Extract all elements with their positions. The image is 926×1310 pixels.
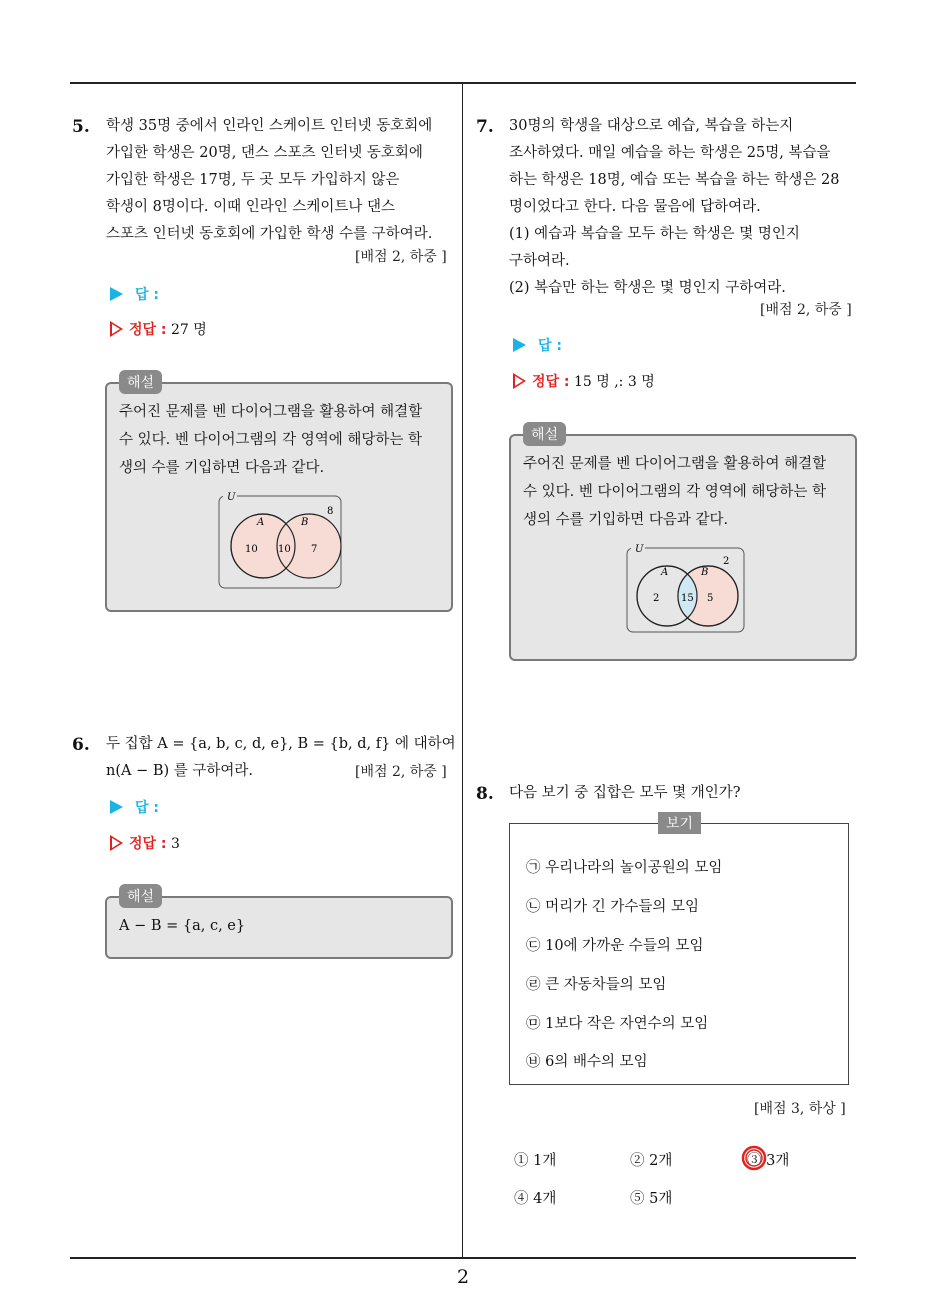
q6-line: 두 집합 A = {a, b, c, d, e}, B = {b, d, f} 에 대하여 <box>106 736 456 752</box>
top-rule <box>70 82 856 84</box>
q7-line: 조사하였다. 매일 예습을 하는 학생은 25명, 복습을 <box>509 145 831 161</box>
q6-explain-box <box>105 889 453 959</box>
venn-a-label: A <box>661 567 669 578</box>
q8-bogi-tag: 보기 <box>658 812 701 834</box>
q6-answer: 답 : <box>110 797 159 817</box>
venn-outside-value: 2 <box>723 556 730 567</box>
venn-only-a-value: 10 <box>245 544 258 555</box>
q8-bogi-item: ㉠ 우리나라의 놀이공원의 모임 <box>526 860 723 876</box>
q7-explain-line: 생의 수를 기입하면 다음과 같다. <box>523 512 729 528</box>
correct-arrow-icon <box>110 835 123 851</box>
q8-bogi-box <box>509 816 849 1085</box>
q6-explain-tag: 해설 <box>119 884 162 908</box>
q5-line: 학생이 8명이다. 이때 인라인 스케이트나 댄스 <box>106 199 396 215</box>
q5-line: 가입한 학생은 17명, 두 곳 모두 가입하지 않은 <box>106 172 400 188</box>
correct-arrow-icon <box>110 321 123 337</box>
q8-score: [배점 3, 하상 ] <box>754 1101 846 1117</box>
q7-line: 구하여라. <box>509 253 570 269</box>
choice-5[interactable]: ⑤ 5개 <box>630 1191 673 1207</box>
q7-correct-value: 15 명 ,: 3 명 <box>573 374 655 390</box>
correct-arrow-icon <box>513 373 526 389</box>
venn-outside-value: 8 <box>327 506 334 517</box>
q7-number: 7. <box>476 117 494 137</box>
q5-correct-value: 27 명 <box>170 322 207 338</box>
choice-1[interactable]: ① 1개 <box>514 1153 557 1169</box>
q7-line: 명이었다고 한다. 다음 물음에 답하여라. <box>509 199 761 215</box>
bottom-rule <box>70 1257 856 1259</box>
q5-explain-line: 주어진 문제를 벤 다이어그램을 활용하여 해결할 <box>119 404 423 420</box>
q7-line: 하는 학생은 18명, 예습 또는 복습을 하는 학생은 28 <box>509 172 840 188</box>
venn-only-a-value: 2 <box>653 593 660 604</box>
q7-correct: 정답 : 15 명 ,: 3 명 <box>513 371 655 391</box>
selected-answer-mark <box>739 1144 769 1172</box>
q7-explain-line: 수 있다. 벤 다이어그램의 각 영역에 해당하는 학 <box>523 484 827 500</box>
q6-score: [배점 2, 하중 ] <box>355 764 447 780</box>
venn-u-label: U <box>227 492 236 503</box>
q7-line: (2) 복습만 하는 학생은 몇 명인지 구하여라. <box>509 280 786 296</box>
q8-bogi-item: ㉤ 1보다 작은 자연수의 모임 <box>526 1016 709 1032</box>
column-divider <box>462 84 463 1259</box>
q7-line: 30명의 학생을 대상으로 예습, 복습을 하는지 <box>509 118 794 134</box>
q8-bogi-item: ㉥ 6의 배수의 모임 <box>526 1054 648 1070</box>
q5-line: 가입한 학생은 20명, 댄스 스포츠 인터넷 동호회에 <box>106 145 423 161</box>
q5-explain-tag: 해설 <box>119 370 162 394</box>
q7-text <box>509 113 840 302</box>
answer-arrow-icon <box>513 338 526 352</box>
q8-number: 8. <box>476 784 494 804</box>
q6-explain-line: A − B = {a, c, e} <box>119 918 246 934</box>
q7-answer: 답 : <box>513 335 562 355</box>
q5-answer: 답 : <box>110 284 159 304</box>
q7-explain-tag: 해설 <box>523 422 566 446</box>
choice-3[interactable]: ③ 3개 <box>747 1153 790 1169</box>
q5-number: 5. <box>72 117 90 137</box>
q8-bogi-item: ㉡ 머리가 긴 가수들의 모임 <box>526 899 700 915</box>
q6-number: 6. <box>72 735 90 755</box>
answer-arrow-icon <box>110 800 123 814</box>
q5-line: 학생 35명 중에서 인라인 스케이트 인터넷 동호회에 <box>106 118 433 134</box>
venn-b-label: B <box>701 567 709 578</box>
page-number: 2 <box>456 1266 470 1288</box>
q8-bogi-item: ㉣ 큰 자동차들의 모임 <box>526 977 667 993</box>
venn-both-value: 15 <box>681 593 694 604</box>
q7-explain-line: 주어진 문제를 벤 다이어그램을 활용하여 해결할 <box>523 456 827 472</box>
venn-only-b-value: 5 <box>707 593 714 604</box>
q5-explain-line: 수 있다. 벤 다이어그램의 각 영역에 해당하는 학 <box>119 432 423 448</box>
q7-explain-box <box>509 427 857 661</box>
q5-score: [배점 2, 하중 ] <box>355 249 447 265</box>
q6-line: n(A − B) 를 구하여라. <box>106 763 254 779</box>
q6-correct-value: 3 <box>170 836 180 852</box>
q5-correct: 정답 : 27 명 <box>110 319 207 339</box>
answer-arrow-icon <box>110 287 123 301</box>
q6-correct: 정답 : 3 <box>110 833 180 853</box>
q5-explain-box <box>105 375 453 612</box>
venn-a-label: A <box>257 517 265 528</box>
q8-bogi-item: ㉢ 10에 가까운 수들의 모임 <box>526 938 704 954</box>
venn-b-label: B <box>301 517 309 528</box>
q7-line: (1) 예습과 복습을 모두 하는 학생은 몇 명인지 <box>509 226 800 242</box>
choice-4[interactable]: ④ 4개 <box>514 1191 557 1207</box>
q5-line: 스포츠 인터넷 동호회에 가입한 학생 수를 구하여라. <box>106 226 433 242</box>
q8-text: 다음 보기 중 집합은 모두 몇 개인가? <box>509 785 741 801</box>
venn-only-b-value: 7 <box>311 544 318 555</box>
q5-venn-diagram <box>215 492 345 592</box>
q7-score: [배점 2, 하중 ] <box>760 302 852 318</box>
venn-u-label: U <box>635 544 644 555</box>
q5-text <box>106 113 432 248</box>
venn-both-value: 10 <box>278 544 291 555</box>
q7-venn-diagram <box>623 544 748 634</box>
choice-2[interactable]: ② 2개 <box>630 1153 673 1169</box>
q5-explain-line: 생의 수를 기입하면 다음과 같다. <box>119 460 325 476</box>
